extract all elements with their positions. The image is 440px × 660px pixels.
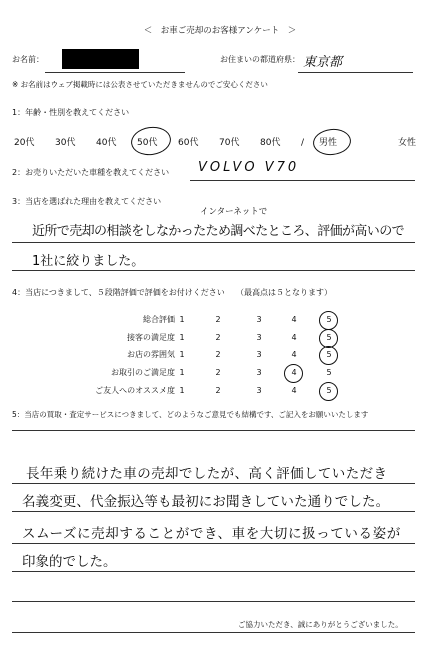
rating-value-5: 5	[326, 333, 332, 342]
q3-underline-2	[12, 270, 415, 271]
q3-underline-1	[12, 242, 415, 243]
rating-value-1: 1	[179, 333, 185, 342]
q5-answer-line4: 印象的でした。	[22, 554, 117, 570]
q5-answer-line2: 名義変更、代金振込等も最初にお聞きしていた通りでした。	[22, 494, 390, 510]
rating-value-4: 4	[291, 368, 297, 377]
rating-value-4: 4	[291, 386, 297, 395]
q3-answer-line2: 1社に絞りました。	[32, 254, 145, 269]
rating-value-1: 1	[179, 386, 185, 395]
name-redaction	[62, 49, 139, 69]
rating-value-2: 2	[215, 386, 221, 395]
age-gender-separator: /	[301, 138, 305, 148]
rating-value-1: 1	[179, 315, 185, 324]
rating-selection-circle	[319, 346, 338, 365]
rating-selection-circle	[319, 311, 338, 330]
rating-row-label-transaction: お取引のご満足度	[111, 368, 175, 377]
rating-value-2: 2	[215, 350, 221, 359]
age-option-30: 30代	[55, 138, 76, 148]
q3-annotation: インターネットで	[200, 207, 268, 217]
rating-value-1: 1	[179, 368, 185, 377]
footer-line	[12, 632, 415, 633]
age-option-80: 80代	[260, 138, 281, 148]
prefecture-value: 東京都	[303, 55, 343, 70]
name-label: お名前：	[12, 55, 44, 64]
rating-row-label-recommend: ご友人へのオススメ度	[95, 386, 175, 395]
prefecture-underline	[298, 72, 413, 73]
q2-answer: VOLVO V70	[198, 160, 300, 175]
rating-value-3: 3	[256, 315, 262, 324]
rating-value-1: 1	[179, 350, 185, 359]
q2-label: 2：お売りいただいた車種を教えてください	[12, 168, 170, 177]
rating-row-label-service: 接客の満足度	[127, 333, 175, 342]
q5-answer-line1: 長年乗り続けた車の売却でしたが、高く評価していただき	[26, 466, 388, 482]
survey-title: ＜ お車ご売却のお客様アンケート ＞	[143, 26, 297, 36]
rating-value-4: 4	[291, 350, 297, 359]
rating-value-5: 5	[326, 368, 332, 377]
q5-line-1	[12, 483, 415, 484]
q4-label: 4：当店につきまして、５段階評価で評価をお付けください	[12, 288, 225, 297]
gender-option-male: 男性	[319, 138, 338, 148]
rating-value-5: 5	[326, 386, 332, 395]
age-option-60: 60代	[178, 138, 199, 148]
q3-answer-line1: 近所で売却の相談をしなかったため調べたところ、評価が高いので	[32, 224, 405, 239]
q4-note: （最高点は５となります）	[236, 288, 332, 297]
gender-selection-circle	[312, 127, 353, 157]
q5-label: 5：当店の買取・査定サービスにつきまして、どのようなご意見でも結構です、ご記入をお願いいたします	[12, 410, 369, 419]
q2-underline	[190, 180, 415, 181]
web-notice: ※ お名前はウェブ掲載時には公表させていただきませんのでご安心ください	[12, 80, 268, 89]
gender-option-female: 女性	[398, 138, 417, 148]
age-option-70: 70代	[219, 138, 240, 148]
rating-value-4: 4	[291, 333, 297, 342]
rating-value-5: 5	[326, 350, 332, 359]
q5-line-5	[12, 601, 415, 602]
rating-value-3: 3	[256, 333, 262, 342]
rating-value-3: 3	[256, 368, 262, 377]
age-option-50: 50代	[137, 138, 158, 148]
q1-label: 1：年齢・性別を教えてください	[12, 108, 130, 117]
q5-answer-line3: スムーズに売却することができ、車を大切に扱っている姿が	[22, 526, 401, 542]
age-selection-circle	[129, 124, 173, 157]
rating-value-3: 3	[256, 350, 262, 359]
rating-value-3: 3	[256, 386, 262, 395]
age-option-20: 20代	[14, 138, 35, 148]
q5-line-3	[12, 543, 415, 544]
rating-value-4: 4	[291, 315, 297, 324]
age-option-40: 40代	[96, 138, 117, 148]
q5-line-0	[12, 430, 415, 431]
rating-selection-circle	[319, 382, 338, 401]
rating-row-label-overall: 総合評価	[143, 315, 175, 324]
q3-label: 3：当店を選ばれた理由を教えてください	[12, 197, 162, 206]
rating-row-label-atmosphere: お店の雰囲気	[127, 350, 175, 359]
rating-value-5: 5	[326, 315, 332, 324]
rating-value-2: 2	[215, 368, 221, 377]
rating-selection-circle	[284, 364, 303, 383]
footer-thanks: ご協力いただき、誠にありがとうございました。	[238, 620, 403, 629]
name-underline	[45, 72, 185, 73]
q5-line-2	[12, 511, 415, 512]
rating-value-2: 2	[215, 333, 221, 342]
prefecture-label: お住まいの都道府県：	[220, 55, 300, 64]
rating-value-2: 2	[215, 315, 221, 324]
q5-line-4	[12, 571, 415, 572]
